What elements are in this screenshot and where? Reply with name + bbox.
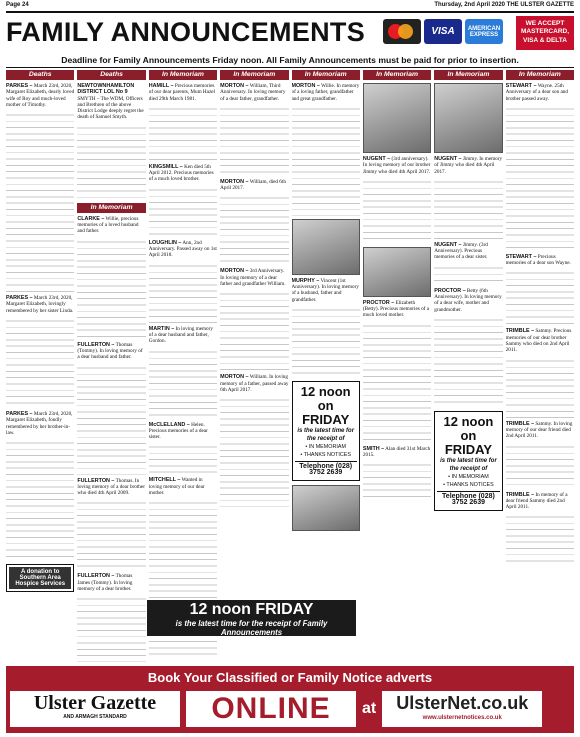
column-4: [220, 70, 288, 662]
notices-grid: [6, 70, 574, 662]
notice: [434, 242, 502, 261]
notice-text: William, Third Anniversary. In loving memory of a dear father, grandfather.: [220, 83, 286, 102]
notice-text: March 23rd, 2020, Margaret Elizabeth, lovingly remembered by her sister Linda.: [6, 295, 74, 314]
column-heading: In Memoriam: [77, 203, 145, 213]
notice-name: PROCTOR –: [434, 287, 466, 294]
notice-text: 3rd Anniversary. In loving memory of a dear father and grandfather William.: [220, 268, 286, 288]
notice-name: TRIMBLE –: [505, 491, 535, 498]
notice-body-text: [363, 323, 431, 443]
site-link[interactable]: [382, 691, 542, 727]
notice-body-text: [6, 318, 74, 408]
notice-name: MURPHY –: [291, 277, 320, 284]
notice: [220, 83, 288, 102]
column-5: [292, 70, 360, 662]
notice-text: William. In loving memory of a father, passed away 6th April 2017.: [220, 374, 289, 393]
notice-name: MORTON –: [220, 83, 249, 89]
promo-item: • IN MEMORIAM: [305, 444, 346, 451]
notice-name: FULLERTON –: [77, 477, 115, 484]
notice-body-text: [77, 596, 145, 662]
notice-body-text: [77, 500, 145, 570]
notice-body-text: [506, 106, 574, 251]
newspaper-logo: [10, 691, 180, 727]
notice: [363, 446, 431, 459]
notice-body-text: [363, 179, 431, 244]
notice-name: MORTON –: [220, 268, 249, 275]
notice-name: FULLERTON –: [77, 573, 115, 580]
notice: [149, 326, 217, 345]
notice: [6, 83, 74, 108]
mastercard-icon: [383, 19, 421, 44]
notice-name: McCLELLAND –: [148, 421, 190, 428]
notice-body-text: [506, 270, 574, 325]
notice-name: CLARKE –: [77, 215, 105, 222]
promo-subline: is the latest time for the receipt of: [297, 428, 355, 443]
notice: [506, 492, 574, 511]
notice: [77, 478, 145, 497]
column-heading: In Memoriam: [434, 70, 502, 80]
notice-name: MARTIN –: [148, 325, 175, 332]
footer-row: [10, 690, 570, 728]
notice-text: Elizabeth (Betty). Precious memories of a much loved mother.: [362, 299, 429, 319]
notice-body-text: [506, 444, 574, 489]
notice-name: SMITH –: [362, 445, 385, 452]
notice: [506, 328, 574, 353]
notice: [363, 300, 431, 319]
promo-subline: is the latest time for the receipt of: [440, 457, 497, 472]
column-8: [506, 70, 574, 662]
announcements-banner: [6, 11, 574, 53]
notice-text: William, died 6th April 2017.: [220, 178, 286, 192]
notice: [77, 216, 145, 235]
notice-name: NUGENT –: [362, 156, 391, 162]
dateline: Thursday, 2nd April 2020 THE ULSTER GAZETTE: [434, 2, 574, 8]
column-heading: Deaths: [77, 70, 145, 80]
notice: [149, 164, 217, 183]
notice-text: Thomas (Tommy). In loving memory of a dear husband and father.: [77, 341, 143, 361]
footer-headline: Book Your Classified or Family Notice adverts: [147, 669, 433, 685]
portrait-photo: [363, 83, 431, 153]
logo-subtitle: AND ARMAGH STANDARD: [63, 714, 127, 720]
notice-text: Precious memories of our dear parents, Mum Hazel died 29th March 1981.: [148, 83, 216, 102]
notice: [149, 477, 217, 496]
notice-name: HAMILL –: [148, 83, 174, 89]
notice-text: Betty (6th Anniversary). In loving memory of a dear wife, mother and grandmother.: [434, 287, 502, 313]
notice-text: Alan died 31st March 2015.: [362, 445, 431, 459]
notice-name: MORTON –: [220, 178, 249, 185]
promo-phone: Telephone (028) 3752 2639: [437, 491, 499, 507]
notice-body-text: [149, 263, 217, 323]
notice-text: March 23rd, 2020, Margaret Elizabeth, fondly remembered by her brother-in-law.: [6, 411, 73, 436]
column-heading: In Memoriam: [506, 70, 574, 80]
notice-name: MITCHELL –: [148, 477, 181, 484]
deadline-promo: [292, 381, 360, 481]
promo-phone: Telephone (028) 3752 2639: [295, 461, 357, 477]
donation-box: [6, 564, 74, 592]
notice-name: LOUGHLIN –: [148, 239, 182, 246]
notice-name: NUGENT –: [434, 156, 462, 162]
notice-name: MORTON –: [291, 83, 320, 89]
column-6: [363, 70, 431, 662]
at-label: at: [362, 700, 377, 717]
notice-name: KINGSMILL –: [148, 163, 183, 170]
notice: [506, 421, 574, 440]
notice-body-text: [220, 106, 288, 176]
notice: [363, 156, 431, 175]
promo-item: • THANKS NOTICES: [443, 481, 494, 488]
deadline-notice: Deadline for Family Announcements Friday noon. All Family Announcements must be paid for prior to insertion.: [6, 55, 574, 68]
column-7: [434, 70, 502, 662]
page-header: [6, 2, 574, 11]
notice-body-text: [292, 106, 360, 216]
notice-name: PARKES –: [6, 411, 33, 418]
column-heading: In Memoriam: [363, 70, 431, 80]
footer-advert: [6, 666, 574, 733]
promo-headline: 12 noon on FRIDAY: [300, 384, 351, 428]
donation-title: A donation to Southern Area Hospice Services: [9, 567, 71, 589]
deadline-promo: [434, 411, 502, 511]
notice-body-text: [6, 440, 74, 560]
payment-cards: [383, 19, 503, 44]
column-2: [77, 70, 145, 662]
accept-badge: WE ACCEPT MASTERCARD, VISA & DELTA: [516, 16, 574, 50]
notice: [506, 83, 574, 102]
notice: [220, 268, 288, 287]
promo-item: • THANKS NOTICES: [300, 452, 351, 459]
notice: [292, 278, 360, 303]
notice-name: STEWART –: [505, 83, 537, 89]
portrait-photo: [292, 219, 360, 275]
notice: [77, 573, 145, 592]
visa-icon: VISA: [424, 19, 462, 44]
notice: [149, 240, 217, 259]
notice-text: Willie. In memory of a loving father, grandfather and great grandfather.: [291, 83, 360, 102]
notice: [77, 83, 145, 121]
notice-body-text: [434, 317, 502, 407]
amex-icon: AMERICAN EXPRESS: [465, 19, 503, 44]
notice: [434, 288, 502, 313]
page-number: Page 24: [6, 2, 29, 8]
notice-body-text: [220, 397, 288, 507]
notice-text: Ken died 5th April 2012. Precious memories of a much loved brother.: [148, 163, 214, 183]
friday-headline: 12 noon FRIDAY: [189, 601, 314, 618]
notice-text: Vincent (1st Anniversary). In loving memory of a husband, father and grandfather.: [291, 277, 359, 303]
friday-deadline-banner: [147, 600, 356, 636]
notice-text: Thomas James (Tommy). In loving memory of a dear brother.: [77, 573, 133, 593]
notice-body-text: [506, 358, 574, 418]
notice-text: In memory of a dear friend Sammy died 2nd April 2011.: [505, 491, 568, 511]
notice: [292, 83, 360, 102]
notice-name: MORTON –: [220, 374, 249, 381]
notice: [6, 411, 74, 436]
notice-body-text: [220, 195, 288, 265]
page-title: FAMILY ANNOUNCEMENTS: [6, 17, 366, 47]
notice: [220, 179, 288, 192]
notice-body-text: [434, 265, 502, 285]
notice-name: PARKES –: [6, 83, 33, 89]
notice: [149, 83, 217, 102]
notice: [434, 156, 502, 175]
notice-body-text: [149, 106, 217, 161]
notice-body-text: [149, 444, 217, 474]
site-name: UlsterNet.co.uk: [396, 693, 529, 713]
notice-name: PROCTOR –: [362, 299, 395, 306]
notice-text: Wanted in loving memory of our dear mother.: [148, 477, 205, 497]
notice: [220, 374, 288, 393]
notice-name: PARKES –: [6, 295, 33, 302]
promo-headline: 12 noon on FRIDAY: [443, 413, 494, 457]
notice-text: Ann, 2nd Anniversary. Passed away on 1st April 2018.: [148, 239, 217, 259]
notice-text: Helen. Precious memories of a dear sister.: [148, 421, 208, 441]
notice-name: NUGENT –: [434, 241, 462, 248]
notice-text: Jimmy. In memory of Jimmy who died 4th April 2017.: [434, 156, 503, 175]
logo-text: Ulster Gazette: [33, 692, 157, 714]
notice-text: SMYTH – The WDM, Officers and Brethren of the above District Lodge deeply regret the death of Samuel Smyth.: [77, 95, 144, 121]
portrait-photo: [292, 485, 360, 531]
notice-body-text: [292, 307, 360, 377]
column-heading: Deaths: [6, 70, 74, 80]
notice-body-text: [149, 187, 217, 237]
notice-body-text: [77, 239, 145, 339]
notice-body-text: [77, 365, 145, 475]
notice-text: Sammy. In loving memory of our dear friend died 2nd April 2011.: [505, 420, 573, 440]
notice-body-text: [220, 291, 288, 371]
online-label: ONLINE: [186, 691, 356, 727]
notice-body-text: [149, 349, 217, 419]
notice-text: Thomas. In loving memory of a dear brother who died 4th April 2009.: [77, 477, 145, 497]
column-3: [149, 70, 217, 662]
notice-body-text: [363, 462, 431, 502]
notice-name: TRIMBLE –: [505, 420, 535, 427]
notice-text: Wayne. 25th Anniversary of a dear son and brother passed away.: [505, 83, 568, 102]
column-heading: In Memoriam: [292, 70, 360, 80]
site-url: www.ulsternetnotices.co.uk: [422, 715, 502, 721]
notice: [149, 422, 217, 441]
portrait-photo: [363, 247, 431, 297]
notice-name: NEWTOWNHAMILTON DISTRICT LOL No 9: [77, 83, 135, 96]
portrait-photo: [434, 83, 502, 153]
notice-name: STEWART –: [505, 253, 537, 260]
notice-body-text: [434, 179, 502, 239]
notice-text: Jimmy. (3rd Anniversary). Precious memories of a dear sister.: [434, 241, 488, 261]
notice-body-text: [77, 125, 145, 200]
column-heading: In Memoriam: [220, 70, 288, 80]
notice-name: FULLERTON –: [77, 341, 115, 348]
notice-body-text: [6, 112, 74, 292]
notice-text: Willie, precious memories of a loved husband and father.: [77, 215, 139, 235]
notice: [77, 342, 145, 361]
notice-text: Sammy. Precious memories of our dear brother Sammy who died on 2nd April 2011.: [505, 328, 572, 354]
friday-subline: is the latest time for the receipt of Family Announcements: [175, 619, 328, 637]
column-heading: In Memoriam: [149, 70, 217, 80]
notice: [6, 295, 74, 314]
notice-text: In loving memory of a dear husband and father, Gordon.: [148, 325, 213, 345]
notice: [506, 254, 574, 267]
notice-text: Precious memories of a dear son Wayne.: [505, 253, 571, 267]
notice-text: March 23rd, 2020, Margaret Elizabeth, dearly loved wife of Roy and much-loved mother of Timothy.: [6, 83, 75, 108]
notice-name: TRIMBLE –: [505, 328, 535, 335]
column-1: [6, 70, 74, 662]
promo-item: • IN MEMORIAM: [448, 473, 489, 480]
notice-text: (3rd anniversary). In loving memory of our brother Jimmy who died 4th April 2017.: [362, 156, 431, 175]
notice-body-text: [506, 514, 574, 564]
